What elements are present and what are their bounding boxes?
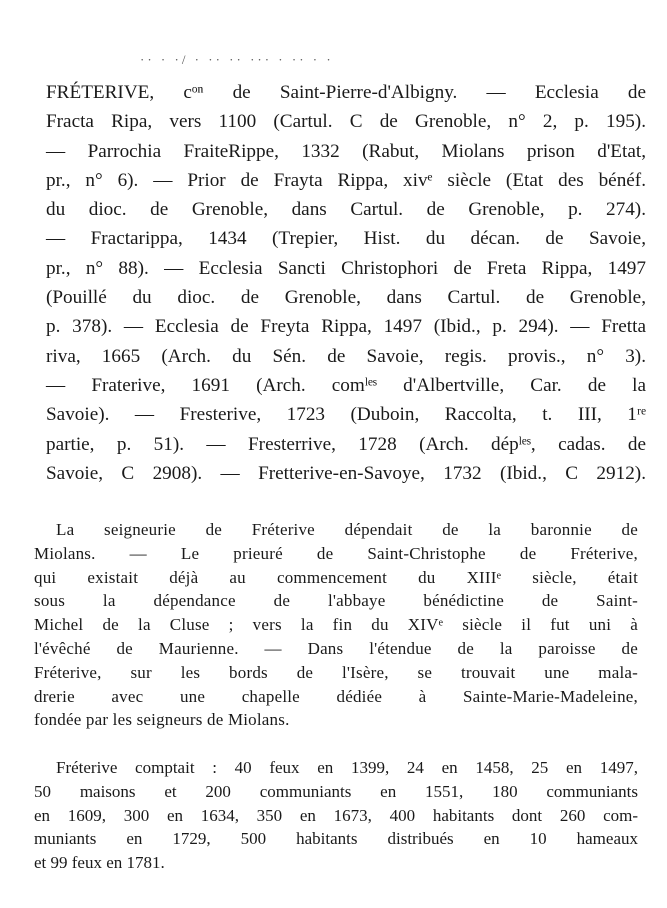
entry-line: — Fractarippa, 1434 (Trepier, Hist. du décan. de Savoie, bbox=[46, 228, 646, 250]
statistics-line: Fréterive comptait : 40 feux en 1399, 24 en 1458, 25 en 1497, bbox=[56, 758, 638, 777]
paragraph-line: Michel de la Cluse ; vers la fin du XIVᵉ siècle il fut uni à bbox=[34, 615, 638, 635]
paragraph-line: Miolans. — Le prieuré de Saint-Christophe de Fréterive, bbox=[34, 543, 638, 563]
entry-line: Savoie, C 2908). — Fretterive-en-Savoye, 1732 (Ibid., C 2912). bbox=[46, 462, 646, 484]
cropped-previous-line-text: ·· · ·/ · ·· ·· ··· · ·· · · bbox=[140, 52, 334, 67]
entry-line: pr., n° 88). — Ecclesia Sancti Christophori de Freta Rippa, 1497 bbox=[46, 257, 646, 279]
entry-line: riva, 1665 (Arch. du Sén. de Savoie, regis. provis., n° 3). bbox=[46, 345, 646, 367]
entry-line: partie, p. 51). — Fresterrive, 1728 (Arch. dépˡᵉˢ, cadas. de bbox=[46, 433, 646, 455]
history-paragraph bbox=[34, 518, 638, 732]
paragraph-line: fondée par les seigneurs de Miolans. bbox=[34, 710, 290, 730]
entry-line: p. 378). — Ecclesia de Freyta Rippa, 1497 (Ibid., p. 294). — Fretta bbox=[46, 316, 646, 338]
entry-line: — Fraterive, 1691 (Arch. comˡᵉˢ d'Albertville, Car. de la bbox=[46, 374, 646, 396]
entry-line: du dioc. de Grenoble, dans Cartul. de Grenoble, p. 274). bbox=[46, 199, 646, 221]
entry-line: Fracta Ripa, vers 1100 (Cartul. C de Grenoble, n° 2, p. 195). bbox=[46, 111, 646, 133]
statistics-line: muniants en 1729, 500 habitants distribués en 10 hameaux bbox=[34, 829, 638, 849]
entry-line: Savoie). — Fresterive, 1723 (Duboin, Raccolta, t. III, 1ʳᵉ bbox=[46, 404, 646, 426]
cropped-previous-line bbox=[140, 52, 430, 68]
entry-line: pr., n° 6). — Prior de Frayta Rippa, xivᵉ siècle (Etat des bénéf. bbox=[46, 169, 646, 191]
paragraph-line: La seigneurie de Fréterive dépendait de la baronnie de bbox=[56, 520, 638, 539]
entry-line: (Pouillé du dioc. de Grenoble, dans Cartul. de Grenoble, bbox=[46, 287, 646, 309]
entry-line: — Parrochia FraiteRippe, 1332 (Rabut, Miolans prison d'Etat, bbox=[46, 140, 646, 162]
statistics-line: et 99 feux en 1781. bbox=[34, 853, 165, 873]
paragraph-line: drerie avec une chapelle dédiée à Sainte-Marie-Madeleine, bbox=[34, 686, 638, 706]
paragraph-line: sous la dépendance de l'abbaye bénédictine de Saint- bbox=[34, 591, 638, 611]
paragraph-line: l'évêché de Maurienne. — Dans l'étendue de la paroisse de bbox=[34, 638, 638, 658]
population-paragraph bbox=[34, 756, 638, 875]
entry-line: FRÉTERIVE, cᵒⁿ de Saint-Pierre-d'Albigny. — Ecclesia de bbox=[46, 82, 646, 103]
statistics-line: en 1609, 300 en 1634, 350 en 1673, 400 habitants dont 260 com- bbox=[34, 805, 638, 825]
paragraph-line: qui existait déjà au commencement du XIIIᵉ siècle, était bbox=[34, 567, 638, 587]
statistics-line: 50 maisons et 200 communiants en 1551, 180 communiants bbox=[34, 781, 638, 801]
paragraph-line: Fréterive, sur les bords de l'Isère, se trouvait une mala- bbox=[34, 662, 638, 682]
dictionary-entry bbox=[46, 78, 646, 488]
